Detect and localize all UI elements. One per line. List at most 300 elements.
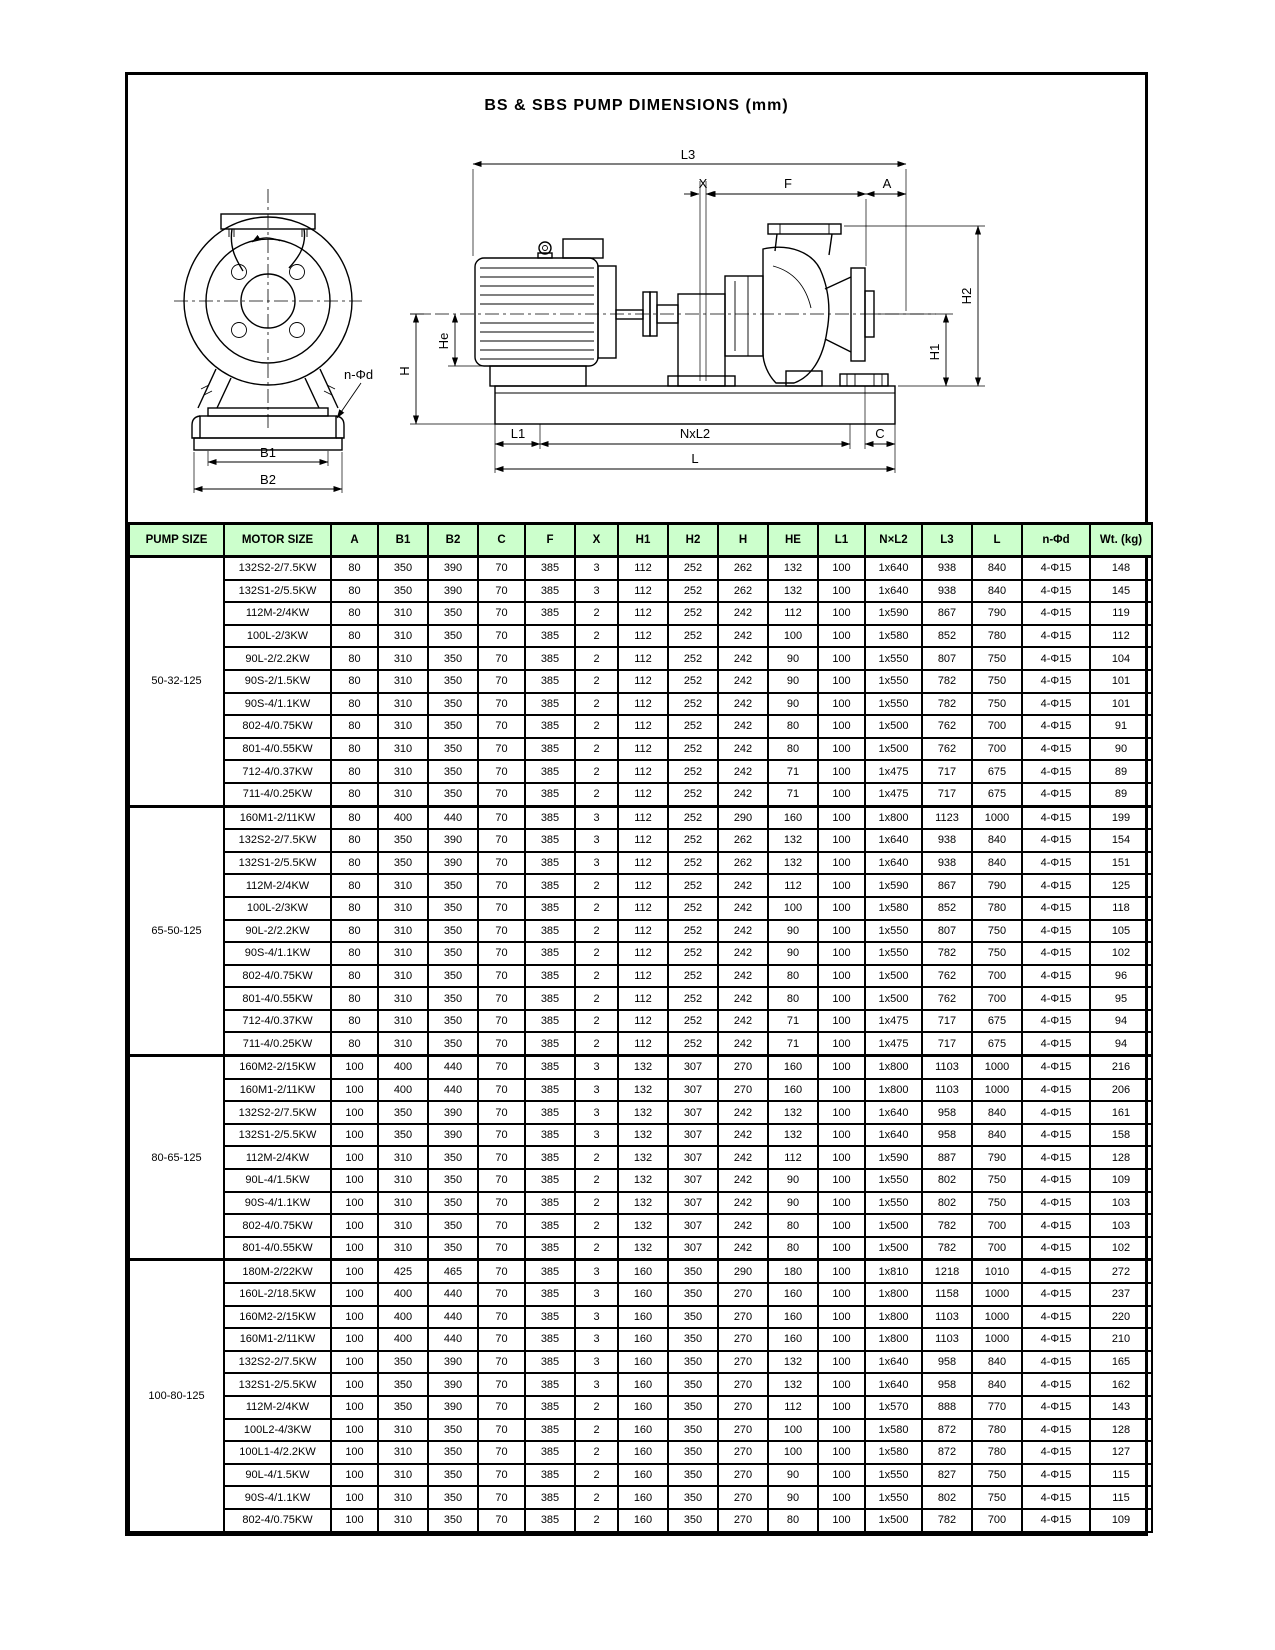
dimension-cell: 350: [668, 1441, 718, 1464]
dimension-cell: 2: [575, 920, 618, 943]
dimension-cell: 350: [428, 625, 478, 648]
dimension-cell: 310: [378, 1214, 428, 1237]
dimension-cell: 100: [818, 738, 865, 761]
dimension-cell: 3: [575, 1079, 618, 1102]
dimension-cell: 750: [972, 670, 1022, 693]
dimension-cell: 112: [618, 942, 668, 965]
motor-size-cell: 100L-2/3KW: [224, 625, 331, 648]
table-row: [129, 1214, 1152, 1237]
dimension-cell: 310: [378, 1509, 428, 1532]
dimension-cell: 2: [575, 602, 618, 625]
dimension-cell: 385: [525, 1056, 575, 1079]
dimension-cell: 132: [618, 1079, 668, 1102]
dimension-cell: 400: [378, 1056, 428, 1079]
column-header: PUMP SIZE: [129, 524, 224, 557]
dimension-cell: 80: [768, 715, 818, 738]
dimension-cell: 70: [478, 1124, 525, 1147]
dimension-cell: 440: [428, 1283, 478, 1306]
column-header: B2: [428, 524, 478, 557]
dimension-cell: 100: [818, 920, 865, 943]
column-header: C: [478, 524, 525, 557]
dimension-cell: 867: [922, 874, 972, 897]
motor-size-cell: 160L-2/18.5KW: [224, 1283, 331, 1306]
dimension-cell: 2: [575, 693, 618, 716]
dimension-cell: 112: [618, 557, 668, 580]
dimension-cell: 242: [718, 920, 768, 943]
dimension-cell: 1x500: [865, 1237, 922, 1260]
dimension-cell: 1x640: [865, 829, 922, 852]
dimension-cell: 160: [618, 1283, 668, 1306]
dimension-cell: 70: [478, 580, 525, 603]
dimension-cell: 310: [378, 965, 428, 988]
dimension-cell: 2: [575, 1214, 618, 1237]
dimension-cell: 840: [972, 829, 1022, 852]
dim-label-l1: L1: [510, 426, 526, 441]
dimension-cell: 70: [478, 1464, 525, 1487]
dimension-cell: 310: [378, 738, 428, 761]
dimension-cell: 100: [818, 625, 865, 648]
dimension-cell: 132: [618, 1169, 668, 1192]
dimension-cell: 385: [525, 1509, 575, 1532]
dimension-cell: 307: [668, 1124, 718, 1147]
dimension-cell: 350: [668, 1306, 718, 1329]
dimension-cell: 80: [768, 965, 818, 988]
dimension-cell: 132: [768, 852, 818, 875]
dimension-cell: 161: [1090, 1101, 1152, 1124]
dimension-cell: 112: [618, 920, 668, 943]
dimension-cell: 400: [378, 1283, 428, 1306]
dimension-cell: 1103: [922, 1056, 972, 1079]
table-row: [129, 987, 1152, 1010]
dimension-cell: 100: [818, 1396, 865, 1419]
dimension-cell: 103: [1090, 1192, 1152, 1215]
dimension-cell: 780: [972, 897, 1022, 920]
dimension-cell: 242: [718, 602, 768, 625]
dimension-cell: 350: [428, 1146, 478, 1169]
dimension-cell: 70: [478, 806, 525, 829]
dimension-cell: 790: [972, 874, 1022, 897]
dimension-cell: 252: [668, 874, 718, 897]
table-row: [129, 1124, 1152, 1147]
dim-label-he: He: [436, 332, 451, 350]
dimension-cell: 262: [718, 580, 768, 603]
motor-size-cell: 712-4/0.37KW: [224, 760, 331, 783]
dimension-cell: 160: [768, 1328, 818, 1351]
dimension-cell: 100: [331, 1419, 378, 1442]
dimension-cell: 103: [1090, 1214, 1152, 1237]
dimension-cell: 112: [618, 1010, 668, 1033]
dimension-cell: 199: [1090, 806, 1152, 829]
motor-size-cell: 160M1-2/11KW: [224, 1079, 331, 1102]
dimension-cell: 958: [922, 1351, 972, 1374]
dimension-cell: 272: [1090, 1260, 1152, 1283]
dimension-cell: 310: [378, 874, 428, 897]
motor-size-cell: 160M1-2/11KW: [224, 1328, 331, 1351]
dimension-cell: 252: [668, 715, 718, 738]
table-row: [129, 1283, 1152, 1306]
dimension-cell: 132: [768, 1373, 818, 1396]
dimension-cell: 70: [478, 1441, 525, 1464]
dimension-cell: 100: [331, 1328, 378, 1351]
dimension-cell: 4-Φ15: [1022, 852, 1090, 875]
dimension-cell: 4-Φ15: [1022, 1056, 1090, 1079]
document-sheet: [125, 72, 1148, 1536]
dimension-cell: 1158: [922, 1283, 972, 1306]
dimension-cell: 100: [331, 1283, 378, 1306]
dimension-cell: 750: [972, 920, 1022, 943]
dimension-cell: 80: [331, 806, 378, 829]
dimension-cell: 109: [1090, 1509, 1152, 1532]
dimension-cell: 132: [618, 1146, 668, 1169]
dimension-cell: 70: [478, 1032, 525, 1055]
dimension-cell: 206: [1090, 1079, 1152, 1102]
dimension-cell: 2: [575, 965, 618, 988]
dimension-cell: 270: [718, 1486, 768, 1509]
dimension-cell: 840: [972, 1373, 1022, 1396]
dimension-cell: 1103: [922, 1079, 972, 1102]
dimension-cell: 1x550: [865, 670, 922, 693]
dimension-cell: 242: [718, 965, 768, 988]
dimension-cell: 70: [478, 1351, 525, 1374]
dimension-cell: 938: [922, 852, 972, 875]
dimension-cell: 782: [922, 942, 972, 965]
dimension-cell: 3: [575, 557, 618, 580]
dimension-cell: 390: [428, 1373, 478, 1396]
motor-size-cell: 801-4/0.55KW: [224, 1237, 331, 1260]
dimension-cell: 4-Φ15: [1022, 647, 1090, 670]
dimension-cell: 782: [922, 670, 972, 693]
column-header: L: [972, 524, 1022, 557]
dimension-cell: 938: [922, 557, 972, 580]
dimension-cell: 700: [972, 1237, 1022, 1260]
dimension-cell: 385: [525, 1306, 575, 1329]
dimension-cell: 1x550: [865, 647, 922, 670]
table-row: [129, 1419, 1152, 1442]
dimension-cell: 112: [618, 897, 668, 920]
dimension-cell: 160: [618, 1509, 668, 1532]
dimension-cell: 70: [478, 1373, 525, 1396]
table-row: [129, 806, 1152, 829]
dimension-cell: 160: [768, 1056, 818, 1079]
table-row: [129, 829, 1152, 852]
dimension-cell: 4-Φ15: [1022, 1146, 1090, 1169]
dimension-cell: 2: [575, 1192, 618, 1215]
dimension-cell: 350: [378, 1124, 428, 1147]
dimension-cell: 385: [525, 1146, 575, 1169]
dimension-cell: 887: [922, 1146, 972, 1169]
dimension-cell: 350: [378, 580, 428, 603]
dimension-cell: 385: [525, 1214, 575, 1237]
dimension-cell: 100: [818, 874, 865, 897]
dimension-cell: 4-Φ15: [1022, 715, 1090, 738]
dimension-cell: 70: [478, 760, 525, 783]
dimension-cell: 310: [378, 647, 428, 670]
dimension-cell: 252: [668, 852, 718, 875]
dimension-cell: 96: [1090, 965, 1152, 988]
table-row: [129, 897, 1152, 920]
column-header: L1: [818, 524, 865, 557]
dimension-cell: 4-Φ15: [1022, 874, 1090, 897]
dimension-cell: 350: [428, 715, 478, 738]
dimension-cell: 425: [378, 1260, 428, 1283]
dimension-cell: 90: [768, 1169, 818, 1192]
dimension-cell: 2: [575, 1464, 618, 1487]
dimension-cell: 112: [1090, 625, 1152, 648]
dimension-cell: 840: [972, 1101, 1022, 1124]
dimension-cell: 350: [428, 1032, 478, 1055]
dimension-cell: 100: [818, 1486, 865, 1509]
dimension-cell: 100: [331, 1079, 378, 1102]
dimension-cell: 700: [972, 1509, 1022, 1532]
dimension-cell: 4-Φ15: [1022, 783, 1090, 806]
dimension-cell: 112: [768, 874, 818, 897]
dimension-cell: 112: [618, 738, 668, 761]
dimension-cell: 70: [478, 920, 525, 943]
dimension-cell: 400: [378, 1328, 428, 1351]
motor-size-cell: 160M1-2/11KW: [224, 806, 331, 829]
table-row: [129, 965, 1152, 988]
dimension-cell: 307: [668, 1101, 718, 1124]
dimension-cell: 4-Φ15: [1022, 1328, 1090, 1351]
dimension-cell: 95: [1090, 987, 1152, 1010]
dimension-cell: 100: [818, 1101, 865, 1124]
dimension-cell: 160: [618, 1464, 668, 1487]
dimension-cell: 270: [718, 1509, 768, 1532]
dimension-cell: 100: [331, 1441, 378, 1464]
dimension-cell: 350: [668, 1464, 718, 1487]
dimension-cell: 100: [818, 1079, 865, 1102]
dimension-cell: 80: [331, 874, 378, 897]
dimension-cell: 4-Φ15: [1022, 1441, 1090, 1464]
dimension-cell: 385: [525, 1486, 575, 1509]
motor-size-cell: 112M-2/4KW: [224, 602, 331, 625]
dimension-cell: 350: [428, 874, 478, 897]
dimension-cell: 385: [525, 920, 575, 943]
dimension-cell: 762: [922, 715, 972, 738]
dimension-cell: 148: [1090, 557, 1152, 580]
table-row: [129, 1032, 1152, 1055]
dimension-cell: 2: [575, 1486, 618, 1509]
dimension-cell: 128: [1090, 1419, 1152, 1442]
dimension-cell: 1000: [972, 1283, 1022, 1306]
dimension-cell: 385: [525, 738, 575, 761]
dimension-cell: 242: [718, 647, 768, 670]
dimension-cell: 350: [668, 1351, 718, 1374]
dim-label-f: F: [784, 176, 792, 191]
dimension-cell: 112: [618, 806, 668, 829]
pump-size-cell: 50-32-125: [129, 557, 224, 807]
dimension-cell: 70: [478, 625, 525, 648]
motor-size-cell: 90S-4/1.1KW: [224, 1192, 331, 1215]
column-header: X: [575, 524, 618, 557]
dimension-cell: 100: [331, 1169, 378, 1192]
dimension-cell: 70: [478, 647, 525, 670]
dimension-cell: 112: [618, 874, 668, 897]
dimension-cell: 4-Φ15: [1022, 1486, 1090, 1509]
dimension-cell: 94: [1090, 1010, 1152, 1033]
dimension-cell: 717: [922, 783, 972, 806]
dimension-cell: 100: [331, 1373, 378, 1396]
table-row: [129, 602, 1152, 625]
dimension-cell: 270: [718, 1351, 768, 1374]
dimension-cell: 310: [378, 942, 428, 965]
dimension-cell: 310: [378, 1419, 428, 1442]
dimension-cell: 350: [428, 647, 478, 670]
dimension-cell: 100: [768, 1441, 818, 1464]
dimension-cell: 350: [378, 1101, 428, 1124]
dimension-cell: 350: [668, 1283, 718, 1306]
dimension-cell: 100: [768, 1419, 818, 1442]
dimension-cell: 70: [478, 1010, 525, 1033]
dimension-cell: 780: [972, 1419, 1022, 1442]
dimension-cell: 3: [575, 806, 618, 829]
dimension-cell: 118: [1090, 897, 1152, 920]
table-row: [129, 1260, 1152, 1283]
dimension-cell: 840: [972, 1351, 1022, 1374]
table-row: [129, 1101, 1152, 1124]
dimension-cell: 872: [922, 1419, 972, 1442]
dimension-cell: 91: [1090, 715, 1152, 738]
dimension-cell: 762: [922, 965, 972, 988]
motor-size-cell: 802-4/0.75KW: [224, 965, 331, 988]
dimension-cell: 112: [618, 647, 668, 670]
dimension-cell: 938: [922, 829, 972, 852]
dimension-cell: 70: [478, 852, 525, 875]
table-header: [129, 524, 1152, 557]
dimension-cell: 1x590: [865, 1146, 922, 1169]
dimension-cell: 1x500: [865, 1509, 922, 1532]
dimension-cell: 385: [525, 942, 575, 965]
dimension-cell: 132: [618, 1192, 668, 1215]
dimension-cell: 71: [768, 1032, 818, 1055]
dimension-cell: 80: [331, 693, 378, 716]
dimension-cell: 3: [575, 1260, 618, 1283]
motor-size-cell: 112M-2/4KW: [224, 874, 331, 897]
dimension-cell: 750: [972, 942, 1022, 965]
dimension-cell: 160: [618, 1486, 668, 1509]
dimension-cell: 400: [378, 1079, 428, 1102]
dimension-cell: 700: [972, 987, 1022, 1010]
dimension-cell: 270: [718, 1306, 768, 1329]
dimension-cell: 252: [668, 647, 718, 670]
dimension-cell: 70: [478, 1396, 525, 1419]
dimension-cell: 350: [428, 1441, 478, 1464]
dimension-cell: 80: [331, 602, 378, 625]
dimension-cell: 840: [972, 580, 1022, 603]
dimension-cell: 100: [818, 715, 865, 738]
dimension-cell: 80: [331, 852, 378, 875]
dimension-cell: 4-Φ15: [1022, 897, 1090, 920]
dimension-cell: 310: [378, 920, 428, 943]
dimension-cell: 310: [378, 987, 428, 1010]
dimension-cell: 2: [575, 1441, 618, 1464]
dimension-cell: 400: [378, 806, 428, 829]
motor-size-cell: 90L-2/2.2KW: [224, 647, 331, 670]
dimension-cell: 210: [1090, 1328, 1152, 1351]
dimension-cell: 70: [478, 1169, 525, 1192]
dimension-cell: 385: [525, 1079, 575, 1102]
dimension-cell: 100: [331, 1237, 378, 1260]
dimension-cell: 350: [428, 738, 478, 761]
dimension-cell: 1x580: [865, 1441, 922, 1464]
dimension-cell: 112: [618, 829, 668, 852]
dimension-cell: 252: [668, 580, 718, 603]
dimension-cell: 350: [668, 1509, 718, 1532]
table-row: [129, 1486, 1152, 1509]
dimension-cell: 717: [922, 1010, 972, 1033]
dimension-cell: 390: [428, 829, 478, 852]
dimension-cell: 71: [768, 760, 818, 783]
dimension-cell: 101: [1090, 693, 1152, 716]
dimension-cell: 400: [378, 1306, 428, 1329]
dimension-cell: 100: [818, 987, 865, 1010]
dimension-cell: 307: [668, 1079, 718, 1102]
dimension-cell: 1x550: [865, 942, 922, 965]
dimension-cell: 242: [718, 693, 768, 716]
dimension-cell: 100: [818, 760, 865, 783]
dimension-cell: 1x640: [865, 852, 922, 875]
dimension-cell: 1000: [972, 806, 1022, 829]
dimension-cell: 242: [718, 1010, 768, 1033]
dimension-cell: 762: [922, 738, 972, 761]
dimension-cell: 100: [331, 1464, 378, 1487]
dimension-cell: 1x800: [865, 1283, 922, 1306]
dimension-cell: 4-Φ15: [1022, 1283, 1090, 1306]
dimension-cell: 100: [818, 580, 865, 603]
dimension-cell: 310: [378, 670, 428, 693]
dimension-cell: 109: [1090, 1169, 1152, 1192]
dimension-cell: 2: [575, 738, 618, 761]
dimension-cell: 310: [378, 1441, 428, 1464]
dimension-cell: 4-Φ15: [1022, 693, 1090, 716]
dimension-cell: 252: [668, 897, 718, 920]
dimension-cell: 128: [1090, 1146, 1152, 1169]
dimension-cell: 1x800: [865, 1056, 922, 1079]
dimension-cell: 242: [718, 987, 768, 1010]
dimension-cell: 385: [525, 1010, 575, 1033]
dimension-cell: 90: [768, 670, 818, 693]
dimension-cell: 100: [331, 1396, 378, 1419]
dimension-cell: 888: [922, 1396, 972, 1419]
dimension-cell: 100: [818, 1419, 865, 1442]
dimension-cell: 700: [972, 715, 1022, 738]
table-row: [129, 557, 1152, 580]
dimension-cell: 782: [922, 1214, 972, 1237]
motor-size-cell: 112M-2/4KW: [224, 1396, 331, 1419]
motor-size-cell: 100L2-4/3KW: [224, 1419, 331, 1442]
table-row: [129, 852, 1152, 875]
dimension-cell: 385: [525, 625, 575, 648]
dimension-cell: 100: [331, 1486, 378, 1509]
dimension-cell: 100: [818, 1509, 865, 1532]
dimension-cell: 3: [575, 829, 618, 852]
dimension-cell: 4-Φ15: [1022, 942, 1090, 965]
dimension-cell: 390: [428, 580, 478, 603]
dimension-cell: 310: [378, 715, 428, 738]
dimension-cell: 840: [972, 1124, 1022, 1147]
dimension-cell: 958: [922, 1101, 972, 1124]
motor-size-cell: 132S1-2/5.5KW: [224, 580, 331, 603]
table-row: [129, 647, 1152, 670]
dimension-cell: 2: [575, 874, 618, 897]
dimension-cell: 242: [718, 670, 768, 693]
motor-size-cell: 90S-2/1.5KW: [224, 670, 331, 693]
dimension-cell: 440: [428, 806, 478, 829]
dimension-cell: 100: [818, 557, 865, 580]
dimension-cell: 80: [331, 715, 378, 738]
column-header: HE: [768, 524, 818, 557]
dimension-cell: 4-Φ15: [1022, 1010, 1090, 1033]
